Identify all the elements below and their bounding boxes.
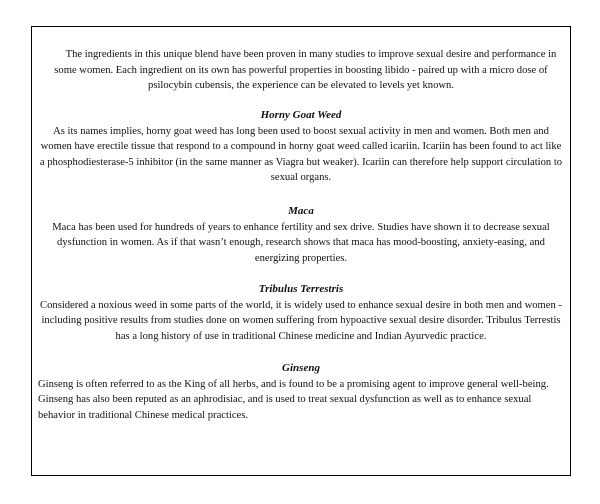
- section-ginseng: [38, 361, 564, 423]
- section-title-ginseng: Ginseng: [282, 362, 320, 374]
- section-body-maca: Maca has been used for hundreds of years to enhance fertility and sex drive. Studies have shown it to decrease sexual dysfunction in women. As if that wasn’t enough, research shows that maca has mood-boosting, anxiety-easing, and energizing properties.: [52, 221, 550, 264]
- section-body-tribulus-terrestris: Considered a noxious weed in some parts of the world, it is widely used to enhance sexual desire in both men and women - including positive results from studies done on women suffering from hypoactive sexual desire disorder. Tribulus Terrestis has a long history of use in traditional Chinese medicine and Indian Ayurvedic practice.: [40, 299, 562, 342]
- section-body-ginseng: Ginseng is often referred to as the King of all herbs, and is found to be a promising agent to improve general well-being. Ginseng has also been reputed as an aphrodisiac, and is used to treat sexual dysfunction as well as to enhance sexual behavior in traditional Chinese medical practices.: [38, 378, 549, 421]
- section-horny-goat-weed: [38, 108, 564, 186]
- section-tribulus-terrestris: [38, 282, 564, 344]
- section-body-horny-goat-weed: As its names implies, horny goat weed has long been used to boost sexual activity in men and women. Both men and women have erectile tissue that respond to a compound in horny goat weed called icariin. Icariin has been found to act like a phosphodiesterase-5 inhibitor (in the same manner as Viagra but weaker). Icariin can therefore help support circulation to sexual organs.: [39, 125, 563, 184]
- section-title-tribulus-terrestris: Tribulus Terrestris: [258, 283, 344, 295]
- section-title-horny-goat-weed: Horny Goat Weed: [260, 109, 342, 121]
- section-title-maca: Maca: [288, 205, 314, 217]
- section-maca: [38, 204, 564, 266]
- intro-paragraph: [40, 47, 562, 94]
- intro-text: The ingredients in this unique blend have been proven in many studies to improve sexual desire and performance in some women. Each ingredient on its own has powerful properties in boosting libido - paired up with a micro dose of psilocybin cubensis, the experience can be elevated to levels yet known.: [54, 49, 557, 92]
- document-frame: [31, 26, 571, 476]
